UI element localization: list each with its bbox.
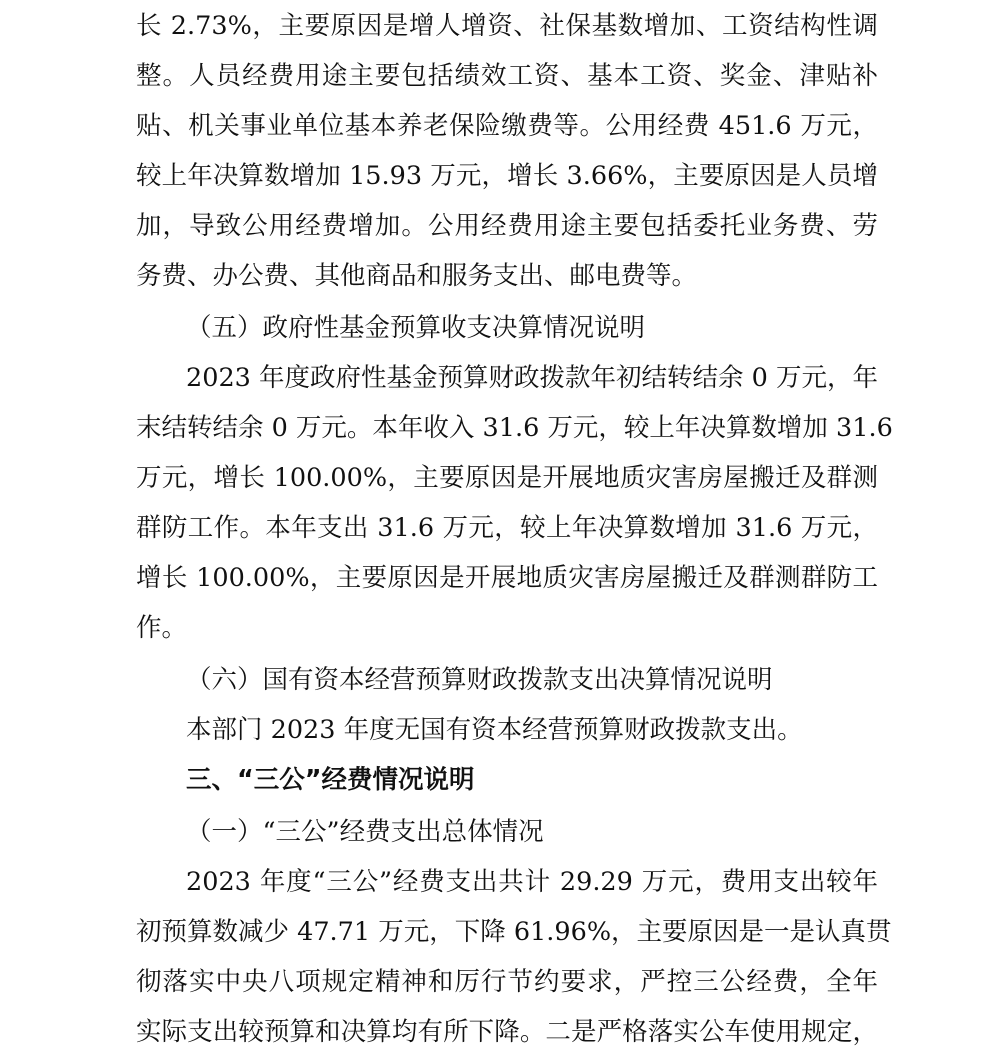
paragraph-line: 增长 100.00%，主要原因是开展地质灾害房屋搬迁及群测群防工 [136, 563, 878, 593]
section-heading: （一）“三公”经费支出总体情况 [186, 817, 544, 847]
paragraph-line: 作。 [136, 613, 188, 643]
paragraph-line: 2023 年度“三公”经费支出共计 29.29 万元，费用支出较年 [186, 867, 878, 897]
section-heading: （五）政府性基金预算收支决算情况说明 [186, 313, 646, 343]
paragraph-line: 2023 年度政府性基金预算财政拨款年初结转结余 0 万元，年 [186, 363, 878, 393]
paragraph-line: 末结转结余 0 万元。本年收入 31.6 万元，较上年决算数增加 31.6 [136, 413, 893, 443]
paragraph-line: 实际支出较预算和决算均有所下降。二是严格落实公车使用规定， [136, 1017, 878, 1047]
paragraph-line: 彻落实中央八项规定精神和厉行节约要求，严控三公经费，全年 [136, 967, 878, 997]
paragraph-line: 较上年决算数增加 15.93 万元，增长 3.66%，主要原因是人员增 [136, 161, 878, 191]
paragraph-line: 群防工作。本年支出 31.6 万元，较上年决算数增加 31.6 万元， [136, 513, 878, 543]
paragraph-line: 本部门 2023 年度无国有资本经营预算财政拨款支出。 [186, 715, 803, 745]
paragraph-line: 初预算数减少 47.71 万元，下降 61.96%，主要原因是一是认真贯 [136, 917, 892, 947]
paragraph-line: 万元，增长 100.00%，主要原因是开展地质灾害房屋搬迁及群测 [136, 463, 878, 493]
paragraph-line: 贴、机关事业单位基本养老保险缴费等。公用经费 451.6 万元， [136, 111, 878, 141]
paragraph-line: 整。人员经费用途主要包括绩效工资、基本工资、奖金、津贴补 [136, 61, 878, 91]
chapter-heading: 三、“三公”经费情况说明 [186, 765, 475, 795]
section-heading: （六）国有资本经营预算财政拨款支出决算情况说明 [186, 665, 773, 695]
paragraph-line: 务费、办公费、其他商品和服务支出、邮电费等。 [136, 261, 698, 291]
paragraph-line: 加，导致公用经费增加。公用经费用途主要包括委托业务费、劳 [136, 211, 878, 241]
paragraph-line: 长 2.73%，主要原因是增人增资、社保基数增加、工资结构性调 [136, 11, 878, 41]
